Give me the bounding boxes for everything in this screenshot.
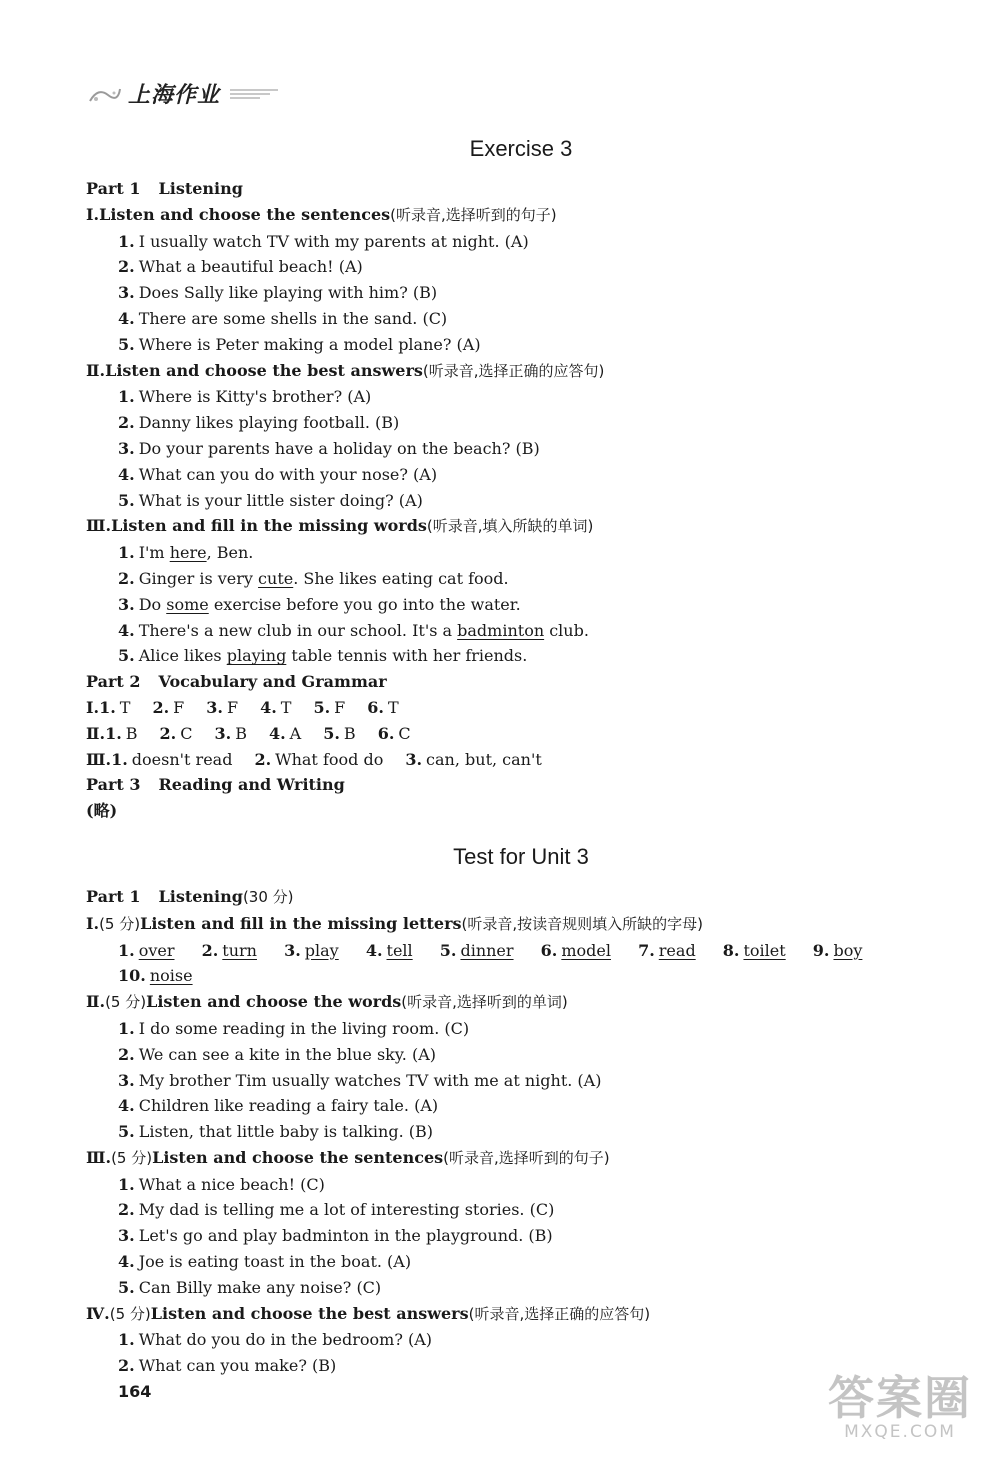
brand-decoration: [230, 89, 278, 99]
list-item: 1. I'm here, Ben.: [118, 543, 254, 563]
list-item: 2. What can you make? (B): [118, 1356, 337, 1376]
list-item: 3. Do some exercise before you go into the water.: [118, 594, 521, 614]
answer-row: Ⅲ.1. doesn't read 2. What food do 3. can, but, can't: [86, 749, 542, 769]
list-item: 5. Alice likes playing table tennis with her friends.: [118, 646, 528, 666]
list-item: 5. Can Billy make any noise? (C): [118, 1277, 382, 1297]
watermark: [828, 1371, 972, 1442]
word-answer-row: 10. noise: [118, 966, 193, 986]
watermark-url: MXQE.COM: [844, 1422, 956, 1442]
answer-word: badminton: [457, 620, 545, 640]
list-item: 1. What a nice beach! (C): [118, 1174, 325, 1194]
list-item: 5. Where is Peter making a model plane? (A): [118, 334, 481, 354]
list-item: 4. Children like reading a fairy tale. (A): [118, 1096, 439, 1116]
test-section-4-heading: Ⅳ.(5 分)Listen and choose the best answers(听录音,选择正确的应答句): [86, 1303, 651, 1323]
list-item: 1. Where is Kitty's brother? (A): [118, 387, 372, 407]
test-title: Test for Unit 3: [453, 843, 589, 869]
list-item: 4. What can you do with your nose? (A): [118, 464, 438, 484]
exercise-section-2-heading: Ⅱ.Listen and choose the best answers(听录音,选择正确的应答句): [86, 360, 605, 380]
list-item: 3. Does Sally like playing with him? (B): [118, 283, 438, 303]
list-item: 5. What is your little sister doing? (A): [118, 490, 423, 510]
exercise-title: Exercise 3: [469, 136, 573, 161]
exercise-part1-heading: Part 1 Listening: [86, 179, 243, 198]
list-item: 2. What a beautiful beach! (A): [118, 257, 363, 277]
list-item: 1. What do you do in the bedroom? (A): [118, 1330, 433, 1350]
test-section-3-heading: Ⅲ.(5 分)Listen and choose the sentences(听录音,选择听到的句子): [86, 1147, 610, 1167]
list-item: 2. Ginger is very cute. She likes eating cat food.: [118, 568, 509, 588]
list-item: 4. There's a new club in our school. It's a badminton club.: [118, 620, 589, 640]
page-content: [86, 132, 916, 1379]
exercise-section-1-heading: Ⅰ.Listen and choose the sentences(听录音,选择听到的句子): [86, 204, 557, 224]
answer-word: cute: [258, 568, 294, 588]
watermark-logo: 答案圈: [828, 1371, 972, 1425]
answer-word: some: [166, 594, 209, 614]
list-item: 1. I usually watch TV with my parents at night. (A): [118, 231, 529, 251]
answer-row: Ⅱ.1. B 2. C 3. B 4. A 5. B 6. C: [86, 723, 411, 743]
answer-row: Ⅰ.1. T 2. F 3. F 4. T 5. F 6. T: [86, 697, 399, 717]
list-item: 2. My dad is telling me a lot of interesting stories. (C): [118, 1200, 555, 1220]
answer-word: playing: [226, 646, 287, 666]
test-part1-heading: Part 1 Listening(30 分): [86, 886, 294, 906]
brand-logo-icon: [88, 83, 122, 105]
list-item: 5. Listen, that little baby is talking. (B): [118, 1122, 434, 1142]
word-answer-row: 1. over 2. turn 3. play 4. tell 5. dinner 6. model 7. read 8. toilet 9. boy: [118, 940, 863, 960]
exercise-part2-heading: Part 2 Vocabulary and Grammar: [86, 672, 387, 692]
test-section-1-heading: Ⅰ.(5 分)Listen and fill in the missing letters(听录音,按读音规则填入所缺的字母): [86, 913, 704, 933]
list-item: 4. Joe is eating toast in the boat. (A): [118, 1252, 412, 1272]
test-section-2-heading: Ⅱ.(5 分)Listen and choose the words(听录音,选择听到的单词): [86, 992, 568, 1012]
brand-header: [88, 78, 278, 109]
answer-word: here: [169, 543, 207, 563]
exercise-part3-heading: Part 3 Reading and Writing: [86, 775, 345, 795]
list-item: 4. There are some shells in the sand. (C): [118, 308, 448, 328]
list-item: 3. Let's go and play badminton in the playground. (B): [118, 1226, 553, 1246]
list-item: 1. I do some reading in the living room. (C): [118, 1018, 470, 1038]
list-item: 2. Danny likes playing football. (B): [118, 413, 400, 433]
list-item: 3. My brother Tim usually watches TV with me at night. (A): [118, 1070, 602, 1090]
omitted-note: (略): [86, 801, 118, 821]
page-number: 164: [118, 1382, 152, 1401]
list-item: 2. We can see a kite in the blue sky. (A): [118, 1044, 436, 1064]
list-item: 3. Do your parents have a holiday on the beach? (B): [118, 438, 540, 458]
exercise-section-3-heading: Ⅲ.Listen and fill in the missing words(听录音,填入所缺的单词): [86, 516, 594, 536]
brand-title: 上海作业: [128, 83, 221, 108]
